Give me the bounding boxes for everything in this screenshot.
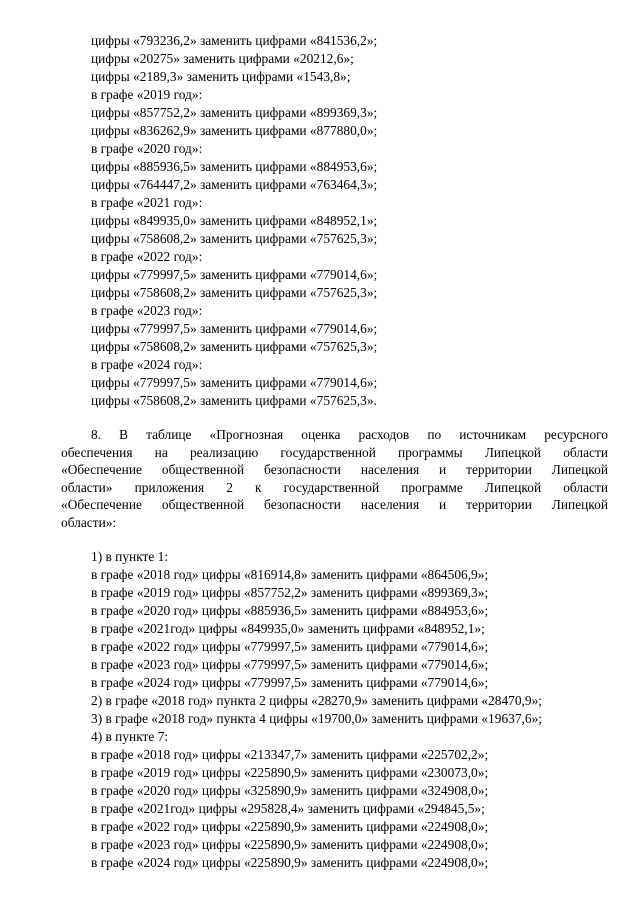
paragraph-8 (61, 426, 608, 532)
text-line: 2) в графе «2018 год» пункта 2 цифры «28270,9» заменить цифрами «28470,9»; (91, 693, 542, 708)
text-line: 3) в графе «2018 год» пункта 4 цифры «19700,0» заменить цифрами «19637,6»; (91, 711, 542, 726)
text-line: в графе «2023 год» цифры «225890,9» заменить цифрами «224908,0»; (91, 837, 489, 852)
paragraph-line: области»: (61, 514, 117, 530)
text-line: в графе «2022 год» цифры «225890,9» заменить цифрами «224908,0»; (91, 819, 489, 834)
text-line: в графе «2021 год»: (91, 195, 203, 210)
text-line: цифры «836262,9» заменить цифрами «877880,0»; (91, 123, 378, 138)
text-line: в графе «2020 год» цифры «885936,5» заменить цифрами «884953,6»; (91, 603, 489, 618)
text-line: в графе «2023 год» цифры «779997,5» заменить цифрами «779014,6»; (91, 657, 489, 672)
text-line: в графе «2024 год» цифры «779997,5» заменить цифрами «779014,6»; (91, 675, 489, 690)
text-line: в графе «2021год» цифры «295828,4» заменить цифрами «294845,5»; (91, 801, 485, 816)
paragraph-line: «Обеспечение общественной безопасности населения и территории Липецкой (61, 462, 608, 478)
text-line: в графе «2018 год» цифры «213347,7» заменить цифрами «225702,2»; (91, 747, 489, 762)
text-line: цифры «885936,5» заменить цифрами «884953,6»; (91, 159, 378, 174)
text-line: в графе «2024 год»: (91, 357, 203, 372)
text-line: цифры «758608,2» заменить цифрами «757625,3»; (91, 285, 378, 300)
text-line: цифры «849935,0» заменить цифрами «848952,1»; (91, 213, 378, 228)
paragraph-line: «Обеспечение общественной безопасности населения и территории Липецкой (61, 497, 608, 513)
paragraph-line: обеспечения на реализацию государственной программы Липецкой области (61, 444, 608, 460)
text-line: цифры «758608,2» заменить цифрами «757625,3». (91, 393, 377, 408)
text-line: в графе «2023 год»: (91, 303, 203, 318)
text-line: в графе «2018 год» цифры «816914,8» заменить цифрами «864506,9»; (91, 567, 489, 582)
text-line: цифры «764447,2» заменить цифрами «763464,3»; (91, 177, 378, 192)
text-line: цифры «857752,2» заменить цифрами «899369,3»; (91, 105, 378, 120)
text-line: цифры «779997,5» заменить цифрами «779014,6»; (91, 321, 378, 336)
text-line: в графе «2019 год» цифры «225890,9» заменить цифрами «230073,0»; (91, 765, 489, 780)
text-line: в графе «2020 год» цифры «325890,9» заменить цифрами «324908,0»; (91, 783, 489, 798)
text-line: в графе «2019 год» цифры «857752,2» заменить цифрами «899369,3»; (91, 585, 489, 600)
text-line: в графе «2022 год» цифры «779997,5» заменить цифрами «779014,6»; (91, 639, 489, 654)
paragraph-line: 8. В таблице «Прогнозная оценка расходов по источникам ресурсного (91, 427, 608, 442)
text-line: цифры «2189,3» заменить цифрами «1543,8»; (91, 69, 351, 84)
text-line: в графе «2019 год»: (91, 87, 203, 102)
text-line: в графе «2020 год»: (91, 141, 203, 156)
text-line: в графе «2021год» цифры «849935,0» заменить цифрами «848952,1»; (91, 621, 485, 636)
text-line: в графе «2022 год»: (91, 249, 203, 264)
text-line: в графе «2024 год» цифры «225890,9» заменить цифрами «224908,0»; (91, 855, 489, 870)
text-line: цифры «758608,2» заменить цифрами «757625,3»; (91, 339, 378, 354)
text-line: 1) в пункте 1: (91, 549, 169, 564)
text-line: 4) в пункте 7: (91, 729, 169, 744)
text-line: цифры «20275» заменить цифрами «20212,6»; (91, 51, 354, 66)
text-line: цифры «779997,5» заменить цифрами «779014,6»; (91, 267, 378, 282)
text-line: цифры «779997,5» заменить цифрами «779014,6»; (91, 375, 378, 390)
text-line: цифры «758608,2» заменить цифрами «757625,3»; (91, 231, 378, 246)
paragraph-line: области» приложения 2 к государственной программе Липецкой области (61, 479, 608, 495)
text-line: цифры «793236,2» заменить цифрами «841536,2»; (91, 33, 378, 48)
